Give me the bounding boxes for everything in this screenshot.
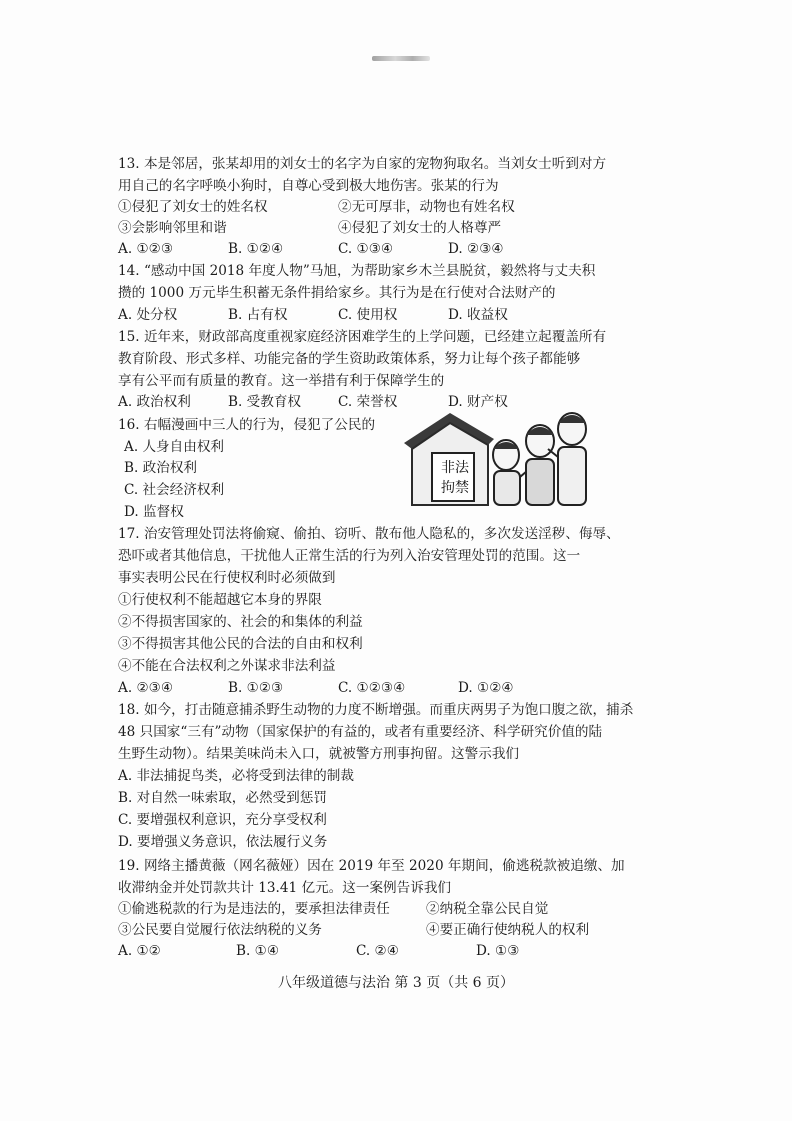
q18-option-b: B. 对自然一味索取，必然受到惩罚: [118, 790, 327, 806]
q17-statement-3: ③不得损害其他公民的合法的自由和权利: [118, 636, 363, 652]
q17-line3: 事实表明公民在行使权利时必须做到: [118, 570, 336, 586]
q16-option-d: D. 监督权: [124, 504, 184, 520]
q13-statement-4: ④侵犯了刘女士的人格尊严: [338, 220, 502, 236]
scan-mark-decoration: [372, 56, 430, 61]
q17-option-b: B. ①②③: [228, 680, 284, 696]
q18-option-a: A. 非法捕捉鸟类，必将受到法律的制裁: [118, 768, 354, 784]
q13-line2: 用自己的名字呼唤小狗时，自尊心受到极大地伤害。张某的行为: [118, 178, 499, 194]
q14-option-c: C. 使用权: [338, 307, 398, 323]
q17-statement-1: ①行使权利不能超越它本身的界限: [118, 592, 322, 608]
q19-statement-1: ①偷逃税款的行为是违法的，要承担法律责任: [118, 901, 390, 917]
sign-text-bottom: 拘禁: [441, 480, 469, 496]
q17-line1: 17. 治安管理处罚法将偷窥、偷拍、窃听、散布他人隐私的，多次发送淫秽、侮辱、: [118, 526, 620, 542]
q19-option-d: D. ①③: [476, 943, 520, 959]
q19-line1: 19. 网络主播黄薇（网名薇娅）因在 2019 年至 2020 年期间，偷逃税款被追缴、加: [118, 858, 625, 874]
q15-line2: 教育阶段、形式多样、功能完备的学生资助政策体系，努力让每个孩子都能够: [118, 351, 581, 367]
q15-option-c: C. 荣誉权: [338, 394, 398, 410]
q19-statement-2: ②纳税全靠公民自觉: [426, 901, 549, 917]
q18-option-c: C. 要增强权利意识，充分享受权利: [118, 812, 327, 828]
q19-option-a: A. ①②: [118, 943, 161, 959]
q15-option-d: D. 财产权: [448, 394, 508, 410]
q14-option-d: D. 收益权: [448, 307, 508, 323]
q15-line3: 享有公平而有质量的教育。这一举措有利于保障学生的: [118, 373, 445, 389]
q18-line1: 18. 如今，打击随意捕杀野生动物的力度不断增强。而重庆两男子为饱口腹之欲，捕杀: [118, 702, 634, 718]
q14-option-b: B. 占有权: [228, 307, 288, 323]
q14-line1: 14. “感动中国 2018 年度人物”马旭，为帮助家乡木兰县脱贫，毅然将与丈夫积: [118, 263, 596, 279]
q16-option-c: C. 社会经济权利: [124, 482, 225, 498]
q19-option-b: B. ①④: [236, 943, 280, 959]
q16-option-a: A. 人身自由权利: [124, 439, 225, 455]
page-footer: 八年级道德与法治 第 3 页（共 6 页）: [277, 975, 515, 991]
person-figure-2-icon: [526, 425, 554, 505]
q18-option-d: D. 要增强义务意识，依法履行义务: [118, 834, 328, 850]
q16-line1: 16. 右幅漫画中三人的行为，侵犯了公民的: [118, 417, 376, 433]
q17-option-d: D. ①②④: [458, 680, 514, 696]
q17-option-c: C. ①②③④: [338, 680, 406, 696]
q13-option-b: B. ①②④: [228, 241, 284, 257]
q17-option-a: A. ②③④: [118, 680, 174, 696]
q15-line1: 15. 近年来，财政部高度重视家庭经济困难学生的上学问题，已经建立起覆盖所有: [118, 329, 607, 345]
q16-option-b: B. 政治权利: [124, 460, 198, 476]
q18-line3: 生野生动物）。结果美味尚未入口，就被警方刑事拘留。这警示我们: [118, 746, 520, 762]
q15-option-b: B. 受教育权: [228, 394, 302, 410]
q13-statement-2: ②无可厚非，动物也有姓名权: [338, 199, 515, 215]
q19-statement-4: ④要正确行使纳税人的权利: [426, 922, 590, 938]
q17-line2: 恐吓或者其他信息，干扰他人正常生活的行为列入治安管理处罚的范围。这一: [118, 548, 581, 564]
q17-statement-4: ④不能在合法权利之外谋求非法利益: [118, 658, 336, 674]
q19-line2: 收滞纳金并处罚款共计 13.41 亿元。这一案例告诉我们: [118, 880, 452, 896]
q17-statement-2: ②不得损害国家的、社会的和集体的利益: [118, 614, 363, 630]
q13-line1: 13. 本是邻居，张某却用的刘女士的名字为自家的宠物狗取名。当刘女士听到对方: [118, 156, 607, 172]
q13-option-a: A. ①②③: [118, 241, 174, 257]
sign-text-top: 非法: [441, 460, 469, 476]
q19-statement-3: ③公民要自觉履行依法纳税的义务: [118, 922, 322, 938]
q13-statement-1: ①侵犯了刘女士的姓名权: [118, 199, 268, 215]
q13-statement-3: ③会影响邻里和谐: [118, 220, 227, 236]
q18-line2: 48 只国家“三有”动物（国家保护的有益的，或者有重要经济、科学研究价值的陆: [118, 724, 603, 740]
q15-option-a: A. 政治权利: [118, 394, 191, 410]
illegal-detention-cartoon: [402, 405, 592, 513]
q14-option-a: A. 处分权: [118, 307, 178, 323]
q13-option-c: C. ①③④: [338, 241, 394, 257]
q13-option-d: D. ②③④: [448, 241, 504, 257]
q19-option-c: C. ②④: [356, 943, 399, 959]
q14-line2: 攒的 1000 万元毕生积蓄无条件捐给家乡。其行为是在行使对合法财产的: [118, 285, 556, 301]
